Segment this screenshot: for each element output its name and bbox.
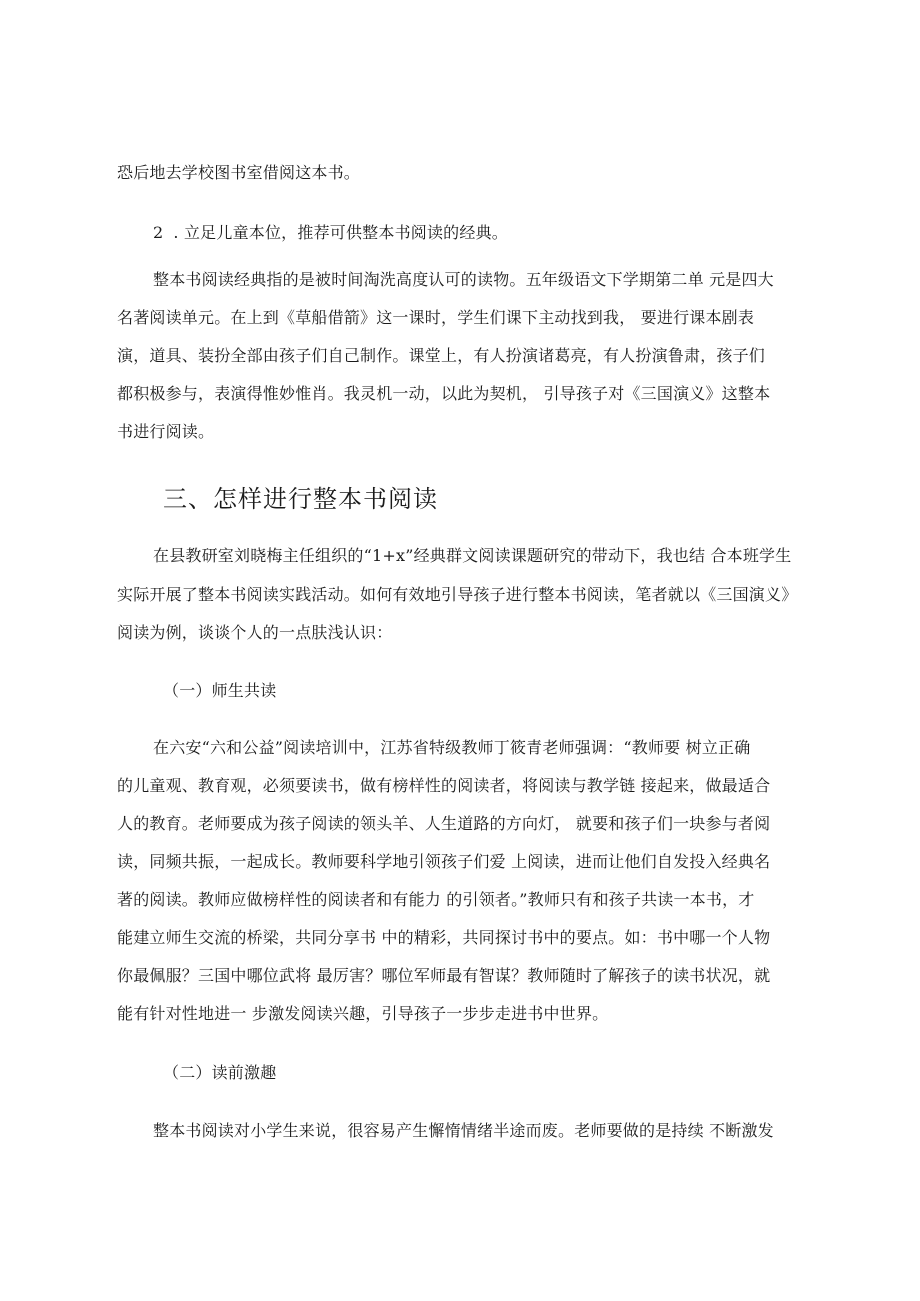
paragraph-line: 整本书阅读经典指的是被时间淘洗高度认可的读物。五年级语文下学期第二单 元是四大 — [153, 270, 774, 289]
paragraph-line: 阅读为例，谈谈个人的一点肤浅认识： — [117, 623, 393, 642]
paragraph-line: 你最佩服？三国中哪位武将 最厉害？哪位军师最有智谋？教师随时了解孩子的读书状况，就 — [117, 966, 771, 985]
paragraph-line: 都积极参与，表演得惟妙惟肖。我灵机一动，以此为契机， 引导孩子对《三国演义》这整本 — [117, 384, 771, 403]
paragraph-line: 在县教研室刘晓梅主任组织的“1+x”经典群文阅读课题研究的带动下，我也结 合本班学生 — [153, 546, 792, 565]
list-item-2 — [153, 223, 508, 243]
paragraph-line: 名著阅读单元。在上到《草船借箭》这一课时，学生们课下主动找到我， 要进行课本剧表 — [117, 308, 755, 327]
subsection-heading: （二）读前激趣 — [163, 1063, 277, 1082]
paragraph-line: 能有针对性地进一 步激发阅读兴趣，引导孩子一步步走进书中世界。 — [117, 1004, 609, 1023]
paragraph-line: 实际开展了整本书阅读实践活动。如何有效地引导孩子进行整本书阅读，笔者就以《三国演义》 — [117, 585, 798, 604]
paragraph-line: 整本书阅读对小学生来说，很容易产生懈惰情绪半途而废。老师要做的是持续 不断激发 — [153, 1121, 774, 1140]
paragraph-line: 在六安“六和公益”阅读培训中，江苏省特级教师丁筱青老师强调：“教师要 树立正确 — [153, 738, 751, 757]
paragraph-line: 读，同频共振，一起成长。教师要科学地引领孩子们爱 上阅读，进而让他们自发投入经典名 — [117, 852, 771, 871]
list-item-text: . 立足儿童本位，推荐可供整本书阅读的经典。 — [173, 223, 508, 242]
list-item-number: 2 — [153, 223, 164, 242]
paragraph-line: 演，道具、装扮全部由孩子们自己制作。课堂上，有人扮演诸葛亮，有人扮演鲁肃，孩子们 — [117, 346, 766, 365]
section-heading: 三、怎样进行整本书阅读 — [163, 485, 438, 513]
paragraph-line: 人的教育。老师要成为孩子阅读的领头羊、人生道路的方向灯， 就要和孩子们一块参与者阅 — [117, 814, 771, 833]
paragraph-line: 著的阅读。教师应做榜样性的阅读者和有能力 的引领者。”教师只有和孩子共读一本书，才 — [117, 890, 755, 909]
subsection-heading: （一）师生共读 — [163, 681, 277, 700]
intro-fragment: 恐后地去学校图书室借阅这本书。 — [117, 163, 361, 182]
paragraph-line: 的儿童观、教育观，必须要读书，做有榜样性的阅读者，将阅读与教学链 接起来，做最适合 — [117, 776, 771, 795]
paragraph-line: 能建立师生交流的桥梁，共同分享书 中的精彩，共同探讨书中的要点。如：书中哪一个人物 — [117, 928, 771, 947]
paragraph-line: 书进行阅读。 — [117, 422, 215, 441]
